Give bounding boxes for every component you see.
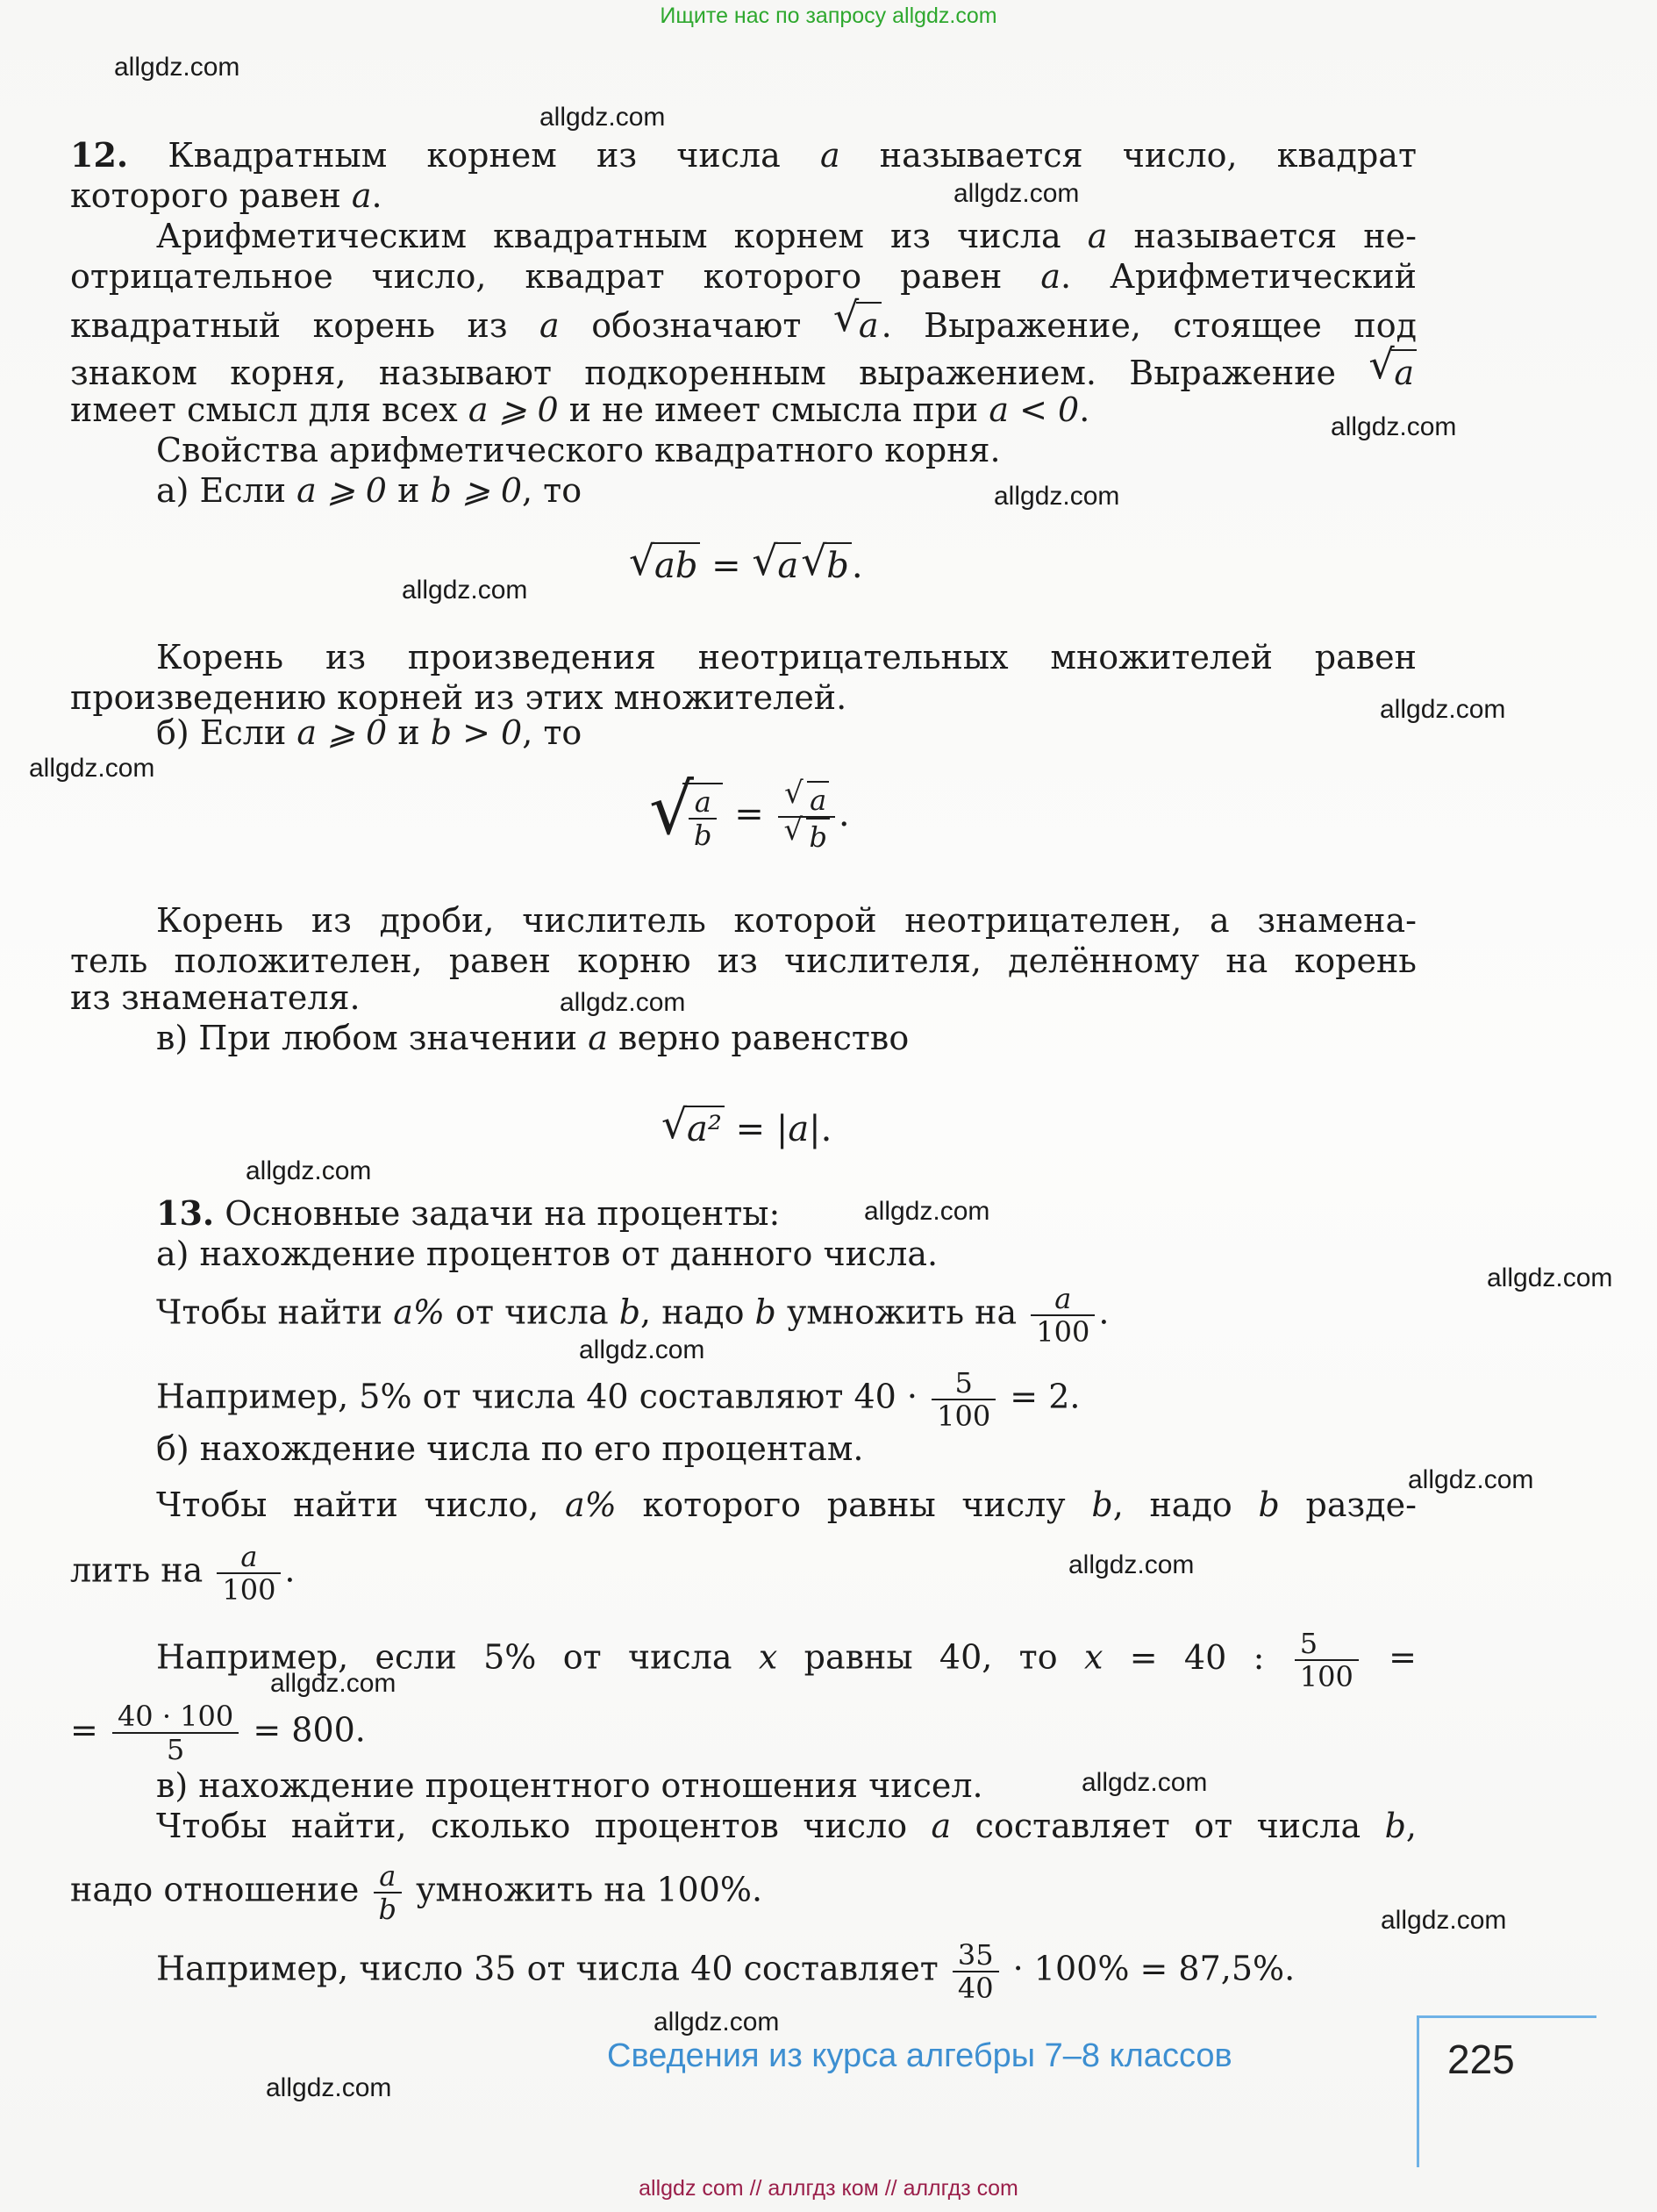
text-line: Арифметическим квадратным корнем из числа a называется не- — [156, 217, 1417, 255]
text-line: надо отношение $\frac{a}{b}$ умножить на 100%. — [70, 1859, 763, 1926]
section-number: 12. — [70, 135, 129, 175]
text-line: Например, если 5% от числа x равны 40, то x = 40 : $\frac{5}{100}$ = — [156, 1627, 1417, 1693]
watermark: allgdz.com — [402, 576, 528, 605]
watermark: allgdz.com — [1381, 1906, 1507, 1935]
watermark: allgdz.com — [1068, 1550, 1195, 1579]
watermark: allgdz.com — [953, 179, 1080, 208]
text-line: 13. Основные задачи на проценты: — [156, 1193, 781, 1233]
watermark: allgdz.com — [114, 53, 240, 82]
text-line: Чтобы найти число, a% которого равны числу b, надо b разде- — [156, 1485, 1417, 1524]
watermark: allgdz.com — [579, 1335, 705, 1364]
watermark: allgdz.com — [539, 103, 666, 132]
text-line: а) Если a ⩾ 0 и b ⩾ 0, то — [156, 471, 582, 510]
text-line: = $\frac{40 \cdot 100}{5}$ = 800. — [70, 1700, 366, 1766]
text-line: произведению корней из этих множителей. — [70, 678, 847, 717]
text-line: Например, число 35 от числа 40 составляет $\frac{35}{40}$ · 100% = 87,5%. — [156, 1938, 1296, 2005]
bottom-banner[interactable]: allgdz com // аллгдз ком // аллгдз com — [639, 2176, 1018, 2201]
text-line: Свойства арифметического квадратного корня. — [156, 431, 1001, 469]
text-line: в) нахождение процентного отношения чисел. — [156, 1766, 983, 1805]
page-number: 225 — [1447, 2037, 1515, 2082]
text-line: Например, 5% от числа 40 составляют 40 · $\frac{5}{100}$ = 2. — [156, 1366, 1081, 1433]
text-line: из знаменателя. — [70, 978, 361, 1017]
text-line: которого равен a. — [70, 176, 382, 215]
text-line: б) Если a ⩾ 0 и b > 0, то — [156, 713, 582, 752]
text-line: Корень из произведения неотрицательных множителей равен — [156, 638, 1417, 676]
text-line: 12. Квадратным корнем из числа a называется число, квадрат — [70, 135, 1417, 175]
watermark: allgdz.com — [1082, 1768, 1208, 1797]
top-banner[interactable]: Ищите нас по запросу allgdz.com — [660, 4, 997, 28]
text-line: Чтобы найти a% от числа b, надо b умножить на $\frac{a}{100}$ . — [156, 1282, 1110, 1349]
watermark: allgdz.com — [1331, 412, 1457, 441]
text-line: имеет смысл для всех a ⩾ 0 и не имеет смысла при a < 0. — [70, 390, 1090, 429]
text-line: знаком корня, называют подкоренным выражением. Выражение √ a — [70, 349, 1417, 393]
formula-quotient-root: √ $\frac{a}{b}$ = √ a √ b . — [649, 769, 850, 854]
formula-product-root: √ ab = √ a √ b. — [629, 537, 863, 586]
text-line: тель положителен, равен корню из числителя, делённому на корень — [70, 941, 1417, 980]
sqrt-a: √ a — [1368, 349, 1417, 393]
watermark: allgdz.com — [560, 988, 686, 1017]
watermark: allgdz.com — [266, 2073, 392, 2102]
text-line: б) нахождение числа по его процентам. — [156, 1429, 864, 1468]
watermark: allgdz.com — [270, 1669, 396, 1698]
text-line: отрицательное число, квадрат которого равен a. Арифметический — [70, 257, 1417, 296]
section-number: 13. — [156, 1193, 215, 1233]
watermark: allgdz.com — [1380, 695, 1506, 724]
text-line: в) При любом значении a верно равенство — [156, 1019, 910, 1057]
watermark: allgdz.com — [29, 754, 155, 783]
watermark: allgdz.com — [654, 2008, 780, 2037]
text-line: Чтобы найти, сколько процентов число a составляет от числа b, — [156, 1807, 1417, 1845]
formula-abs-value: √ a² = |a|. — [661, 1100, 832, 1149]
watermark: allgdz.com — [864, 1197, 990, 1226]
text-line: Корень из дроби, числитель которой неотрицателен, а знамена- — [156, 901, 1417, 940]
text-line: а) нахождение процентов от данного числа. — [156, 1235, 939, 1273]
watermark: allgdz.com — [1408, 1465, 1534, 1494]
watermark: allgdz.com — [1487, 1263, 1613, 1292]
footer-title: Сведения из курса алгебры 7–8 классов — [607, 2037, 1232, 2074]
watermark: allgdz.com — [994, 482, 1120, 511]
footer-rule — [1417, 2015, 1596, 2018]
watermark: allgdz.com — [246, 1156, 372, 1185]
sqrt-a: √ a — [833, 302, 882, 346]
footer-divider — [1417, 2018, 1419, 2167]
text-line: квадратный корень из a обозначают √ a. Выражение, стоящее под — [70, 293, 1417, 345]
text-line: лить на $\frac{a}{100}$ . — [70, 1540, 296, 1607]
